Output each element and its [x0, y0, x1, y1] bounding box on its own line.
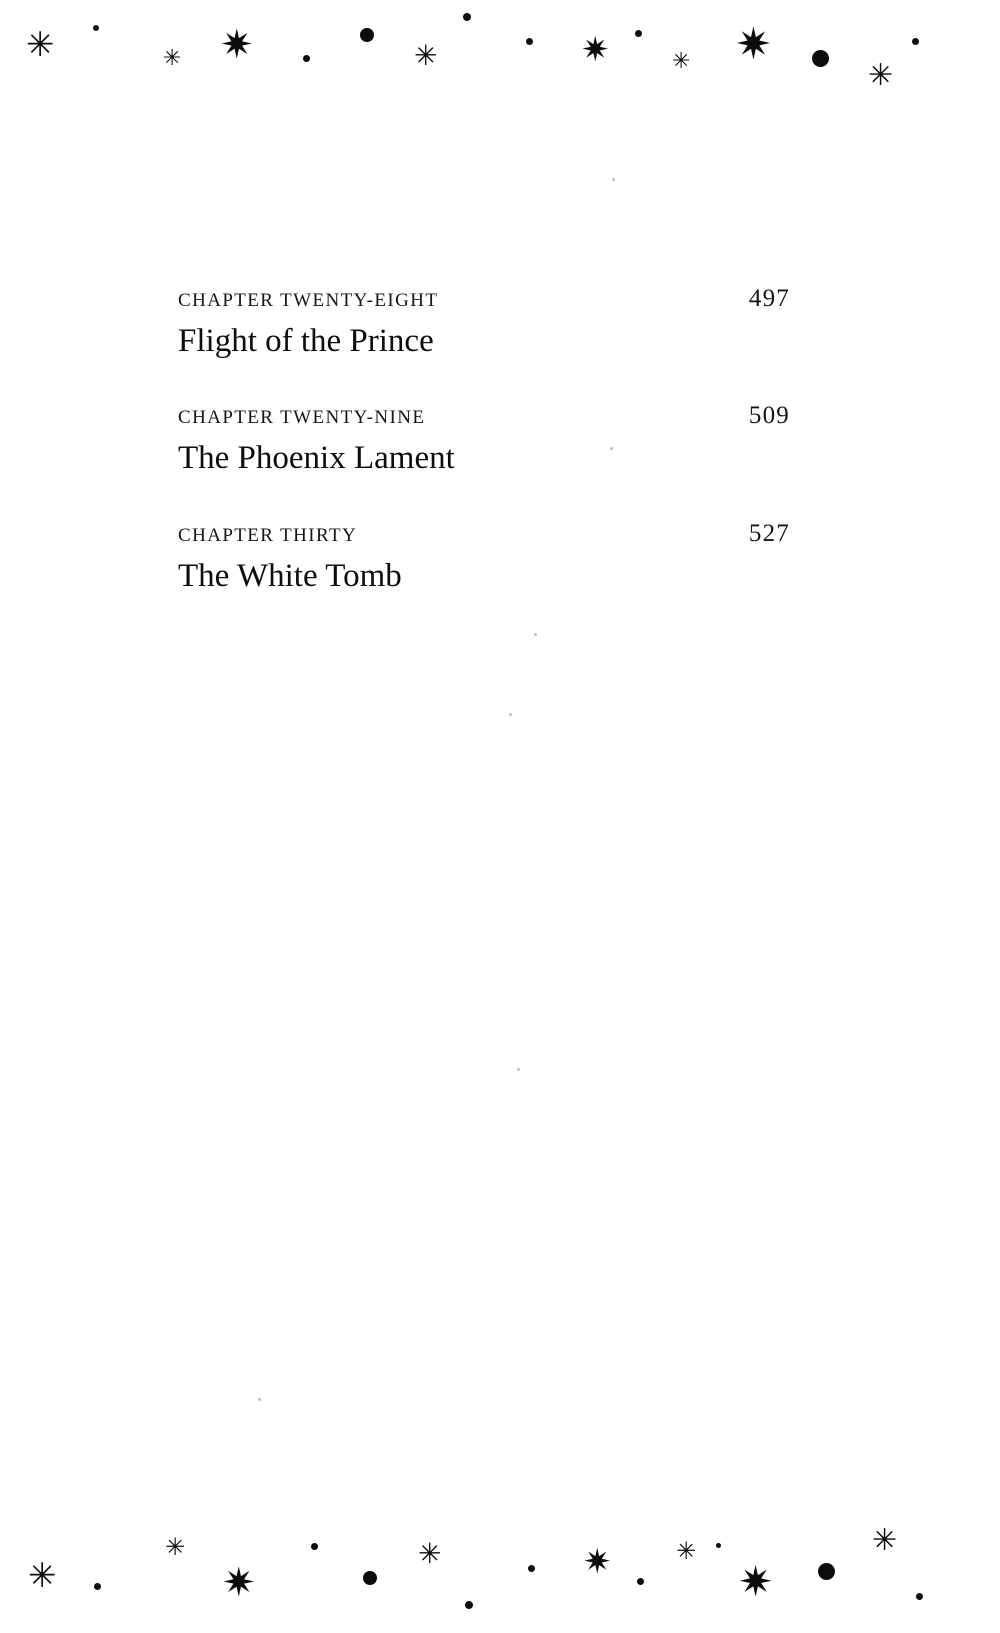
dot-icon — [93, 25, 99, 31]
paper-speck — [509, 713, 512, 716]
dot-icon — [363, 1571, 377, 1585]
chapter-label: CHAPTER TWENTY-EIGHT — [178, 290, 439, 311]
paper-speck — [612, 178, 615, 181]
star-icon: ✳ — [414, 39, 438, 72]
star-icon: ✳ — [418, 1537, 442, 1570]
chapter-label: CHAPTER TWENTY-NINE — [178, 407, 426, 429]
star-icon: ✳ — [163, 46, 182, 71]
toc-entry-header — [178, 520, 798, 548]
star-icon: ✷ — [220, 22, 254, 68]
top-star-border — [0, 0, 1000, 110]
dot-icon — [311, 1543, 318, 1550]
star-icon: ✳ — [672, 49, 691, 74]
dot-icon — [637, 1578, 644, 1585]
chapter-title: The Phoenix Lament — [178, 440, 455, 477]
dot-icon — [528, 1565, 535, 1572]
dot-icon — [716, 1543, 721, 1548]
chapter-title: Flight of the Prince — [178, 323, 434, 359]
dot-icon — [360, 28, 374, 42]
toc-entry-header — [178, 402, 798, 430]
dot-icon — [463, 13, 471, 21]
dot-icon — [818, 1563, 835, 1580]
star-icon: ✳ — [868, 58, 894, 93]
dot-icon — [916, 1593, 923, 1600]
chapter-page-number: 497 — [748, 285, 790, 312]
star-icon: ✳ — [26, 25, 55, 65]
toc-entry-header — [178, 285, 798, 313]
star-icon: ✳ — [165, 1533, 186, 1561]
dot-icon — [812, 50, 829, 67]
dot-icon — [912, 38, 919, 45]
paper-speck — [534, 633, 537, 636]
chapter-title: The White Tomb — [178, 557, 402, 594]
chapter-page-number: 527 — [748, 519, 790, 547]
dot-icon — [303, 55, 310, 62]
chapter-label: CHAPTER THIRTY — [178, 524, 358, 546]
dot-icon — [635, 30, 642, 37]
toc-entry[interactable] — [178, 402, 798, 479]
star-icon: ✷ — [222, 1560, 256, 1606]
star-icon: ✷ — [583, 1542, 612, 1582]
toc-entry[interactable] — [178, 520, 798, 597]
bottom-star-border — [0, 1523, 1000, 1633]
paper-speck — [517, 1068, 520, 1071]
star-icon: ✷ — [581, 30, 610, 70]
dot-icon — [465, 1601, 473, 1609]
star-icon: ✷ — [738, 1557, 774, 1606]
star-icon: ✳ — [676, 1537, 697, 1565]
star-icon: ✷ — [735, 19, 772, 70]
paper-speck — [258, 1398, 261, 1401]
star-icon: ✳ — [872, 1523, 898, 1558]
toc-entry[interactable] — [178, 285, 798, 362]
chapter-page-number: 509 — [748, 402, 790, 430]
table-of-contents — [178, 285, 798, 597]
dot-icon — [94, 1583, 101, 1590]
dot-icon — [526, 38, 533, 45]
star-icon: ✳ — [28, 1556, 57, 1596]
